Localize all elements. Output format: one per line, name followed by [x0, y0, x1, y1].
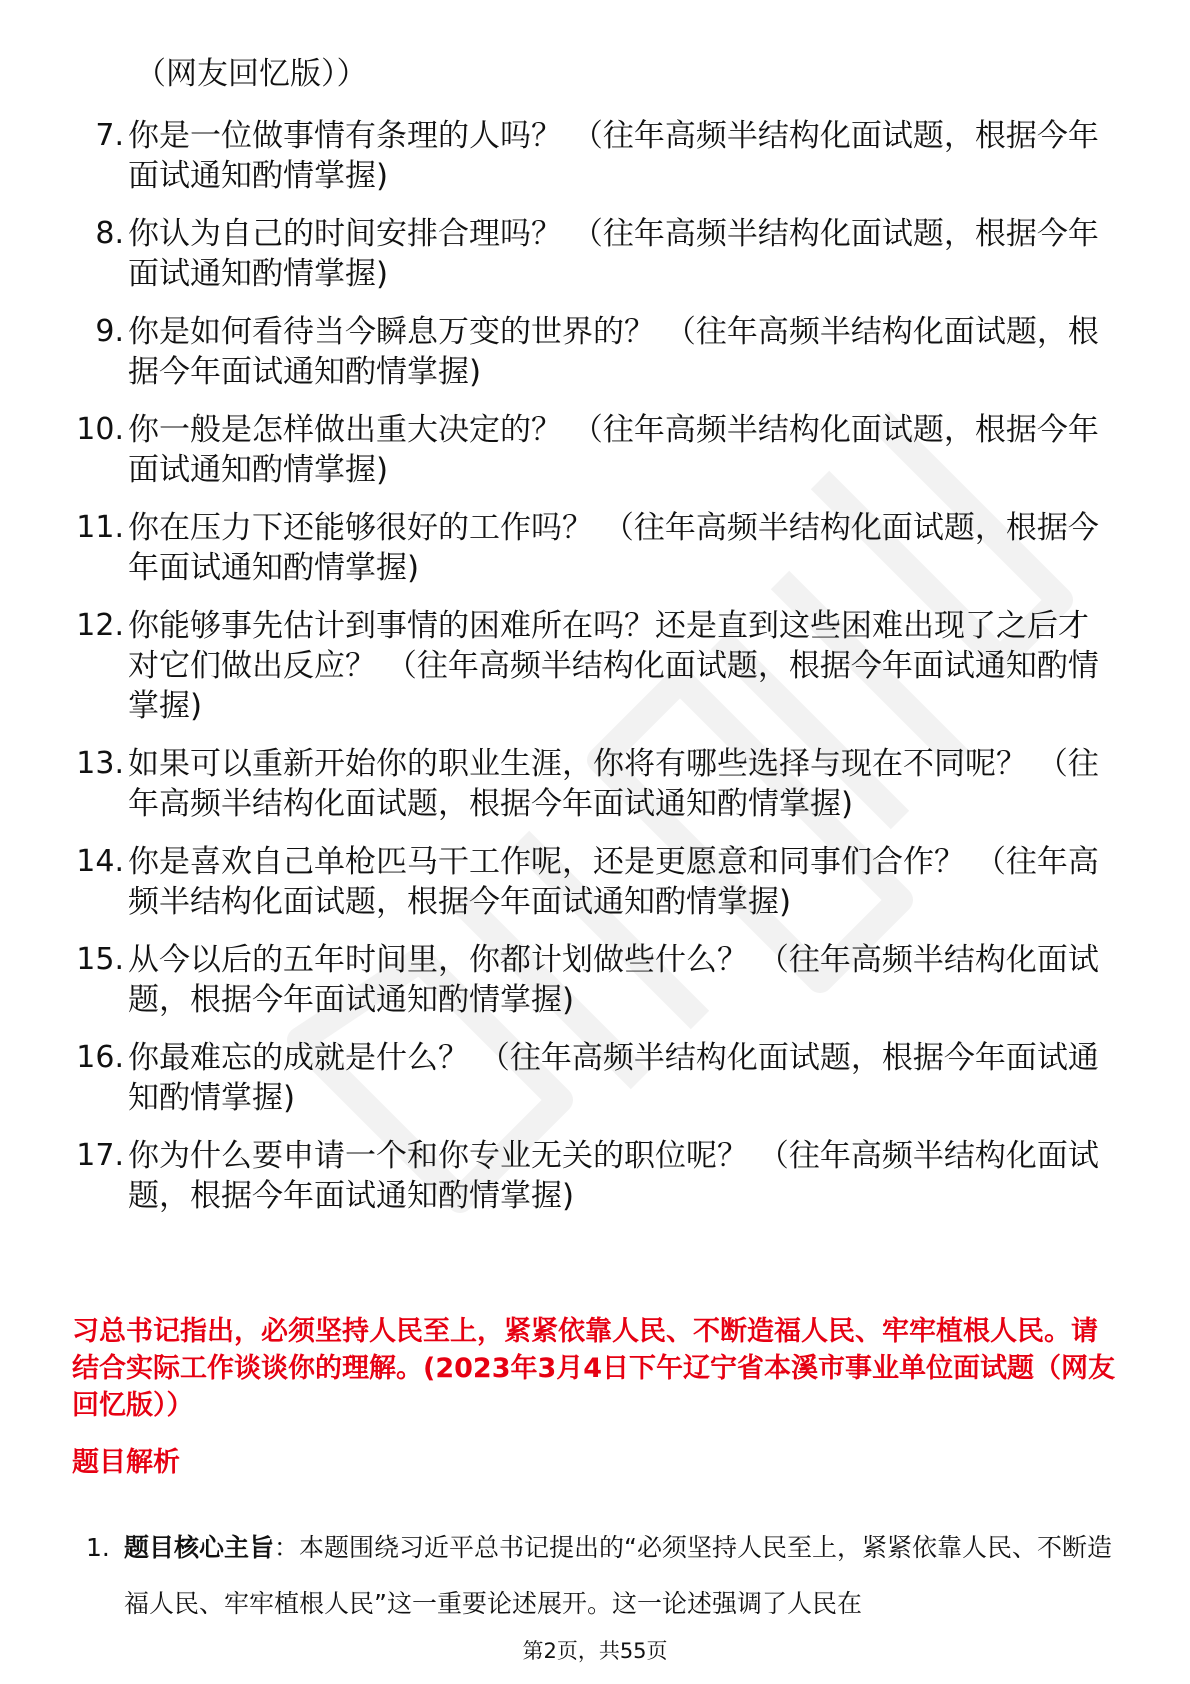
list-item [56, 508, 1116, 588]
list-item [56, 214, 1116, 294]
question-number: 8. [95, 216, 124, 251]
analysis-number: 1. [86, 1533, 110, 1562]
question-number: 11. [76, 510, 124, 545]
question-text: 如果可以重新开始你的职业生涯，你将有哪些选择与现在不同呢？ （往年高频半结构化面试题，根据今年面试通知酌情掌握) [128, 746, 1099, 822]
question-list [56, 116, 1116, 1234]
list-item [56, 940, 1116, 1020]
question-number: 16. [76, 1040, 124, 1075]
question-text: 你能够事先估计到事情的困难所在吗？还是直到这些困难出现了之后才对它们做出反应？ （往年高频半结构化面试题，根据今年面试通知酌情掌握) [128, 608, 1099, 724]
analysis-list [86, 1520, 1136, 1632]
question-text: 你一般是怎样做出重大决定的？ （往年高频半结构化面试题，根据今年面试通知酌情掌握) [128, 412, 1099, 488]
list-item [56, 410, 1116, 490]
page-footer: 第2页，共55页 [522, 1639, 668, 1663]
question-text: 你认为自己的时间安排合理吗？ （往年高频半结构化面试题，根据今年面试通知酌情掌握) [128, 216, 1099, 292]
list-item [56, 116, 1116, 196]
list-item [56, 312, 1116, 392]
featured-question: 习总书记指出，必须坚持人民至上，紧紧依靠人民、不断造福人民、牢牢植根人民。请结合实际工作谈谈你的理解。(2023年3月4日下午辽宁省本溪市事业单位面试题（网友回忆版）） [72, 1316, 1116, 1421]
list-item [86, 1520, 1136, 1632]
question-text: 你是如何看待当今瞬息万变的世界的？ （往年高频半结构化面试题，根据今年面试通知酌情掌握) [128, 314, 1099, 390]
list-item [56, 744, 1116, 824]
question-text: 从今以后的五年时间里，你都计划做些什么？ （往年高频半结构化面试题，根据今年面试通知酌情掌握) [128, 942, 1099, 1018]
analysis-label: 题目核心主旨 [124, 1533, 275, 1562]
question-number: 12. [76, 608, 124, 643]
question-number: 7. [95, 118, 124, 153]
analysis-heading: 题目解析 [72, 1447, 180, 1478]
list-item [56, 1136, 1116, 1216]
question-text: 你是喜欢自己单枪匹马干工作呢，还是更愿意和同事们合作？ （往年高频半结构化面试题，根据今年面试通知酌情掌握) [128, 844, 1099, 920]
question-number: 13. [76, 746, 124, 781]
list-item [56, 606, 1116, 726]
question-text: 你为什么要申请一个和你专业无关的职位呢？ （往年高频半结构化面试题，根据今年面试通知酌情掌握) [128, 1138, 1099, 1214]
question-number: 10. [76, 412, 124, 447]
question-number: 15. [76, 942, 124, 977]
question-number: 17. [76, 1138, 124, 1173]
analysis-text [124, 1520, 1124, 1632]
question-text: 你在压力下还能够很好的工作吗？ （往年高频半结构化面试题，根据今年面试通知酌情掌握) [128, 510, 1099, 586]
question-number: 14. [76, 844, 124, 879]
question-text: 你是一位做事情有条理的人吗？ （往年高频半结构化面试题，根据今年面试通知酌情掌握) [128, 118, 1099, 194]
list-item [56, 842, 1116, 922]
list-item [56, 1038, 1116, 1118]
analysis-body: ：本题围绕习近平总书记提出的“必须坚持人民至上，紧紧依靠人民、不断造福人民、牢牢植根人民”这一重要论述展开。这一论述强调了人民在 [124, 1533, 1112, 1618]
question-continuation: （网友回忆版）） [135, 56, 368, 92]
question-text: 你最难忘的成就是什么？ （往年高频半结构化面试题，根据今年面试通知酌情掌握) [128, 1040, 1099, 1116]
question-number: 9. [95, 314, 124, 349]
